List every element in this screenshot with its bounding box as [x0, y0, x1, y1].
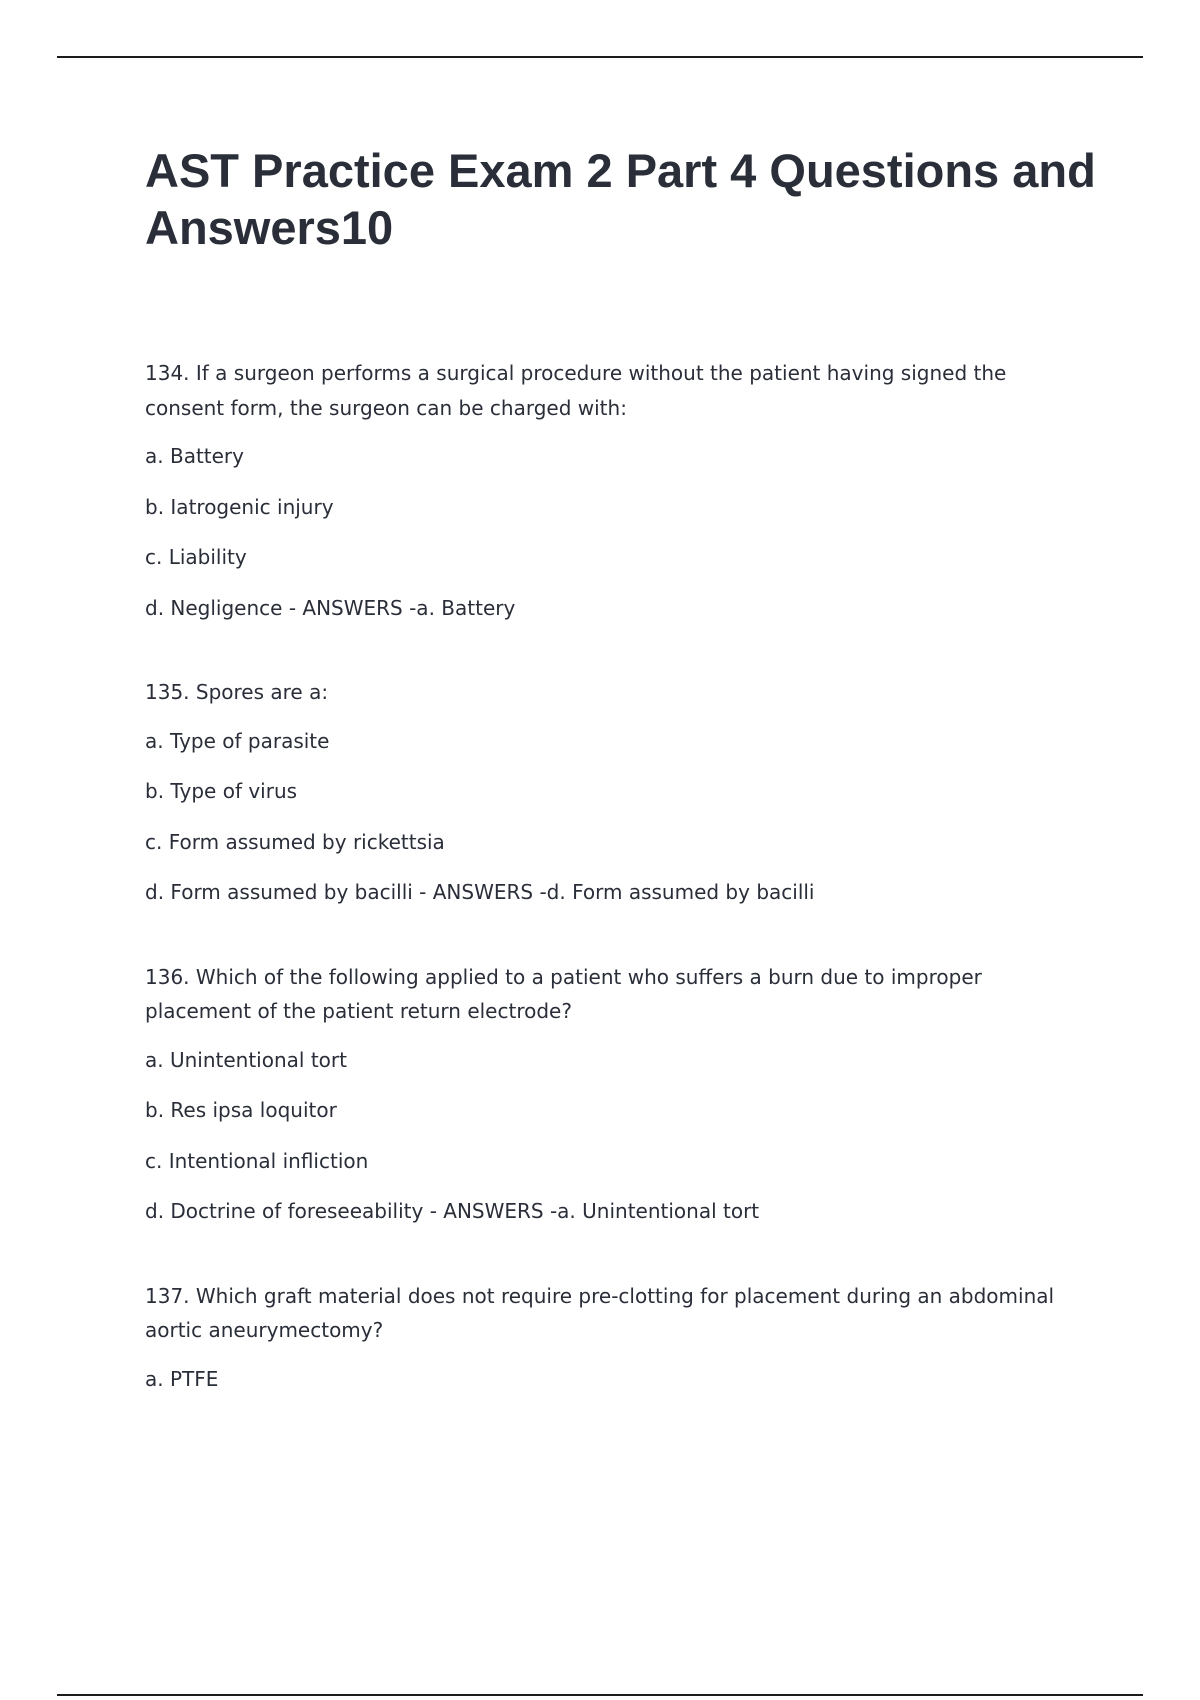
option-b: b. Type of virus [145, 779, 298, 803]
option-a: a. Type of parasite [145, 728, 330, 753]
option-c: c. Intentional infliction [145, 1148, 369, 1173]
option-b: b. Iatrogenic injury [145, 494, 334, 519]
question-text: 134. If a surgeon performs a surgical procedure without the patient having signed the consent form, the surgeon can be charged with: [145, 361, 1007, 420]
question-text: 135. Spores are a: [145, 680, 329, 704]
option-c: c. Liability [145, 545, 247, 569]
question-text: 137. Which graft material does not require pre-clotting for placement during an abdominal aortic aneurymectomy? [145, 1283, 1055, 1342]
option-d-answer: d. Form assumed by bacilli - ANSWERS -d. Form assumed by bacilli [145, 880, 815, 904]
option-a: a. Battery [145, 444, 244, 468]
option-a: a. PTFE [145, 1366, 219, 1391]
question-135 [145, 675, 1085, 910]
option-b: b. Res ipsa loquitor [145, 1098, 337, 1122]
option-c: c. Form assumed by rickettsia [145, 829, 445, 854]
question-134 [145, 356, 1085, 625]
option-d-answer: d. Negligence - ANSWERS -a. Battery [145, 595, 516, 620]
option-a: a. Unintentional tort [145, 1047, 347, 1072]
top-rule [57, 56, 1143, 58]
bottom-rule [57, 1694, 1143, 1696]
question-list [145, 356, 1085, 1446]
question-text: 136. Which of the following applied to a patient who suffers a burn due to improper placement of the patient return electrode? [145, 964, 982, 1023]
option-d-answer: d. Doctrine of foreseeability - ANSWERS -a. Unintentional tort [145, 1199, 760, 1223]
document-title: AST Practice Exam 2 Part 4 Questions and Answers10 [145, 144, 1096, 254]
question-137 [145, 1279, 1085, 1397]
question-136 [145, 960, 1085, 1229]
